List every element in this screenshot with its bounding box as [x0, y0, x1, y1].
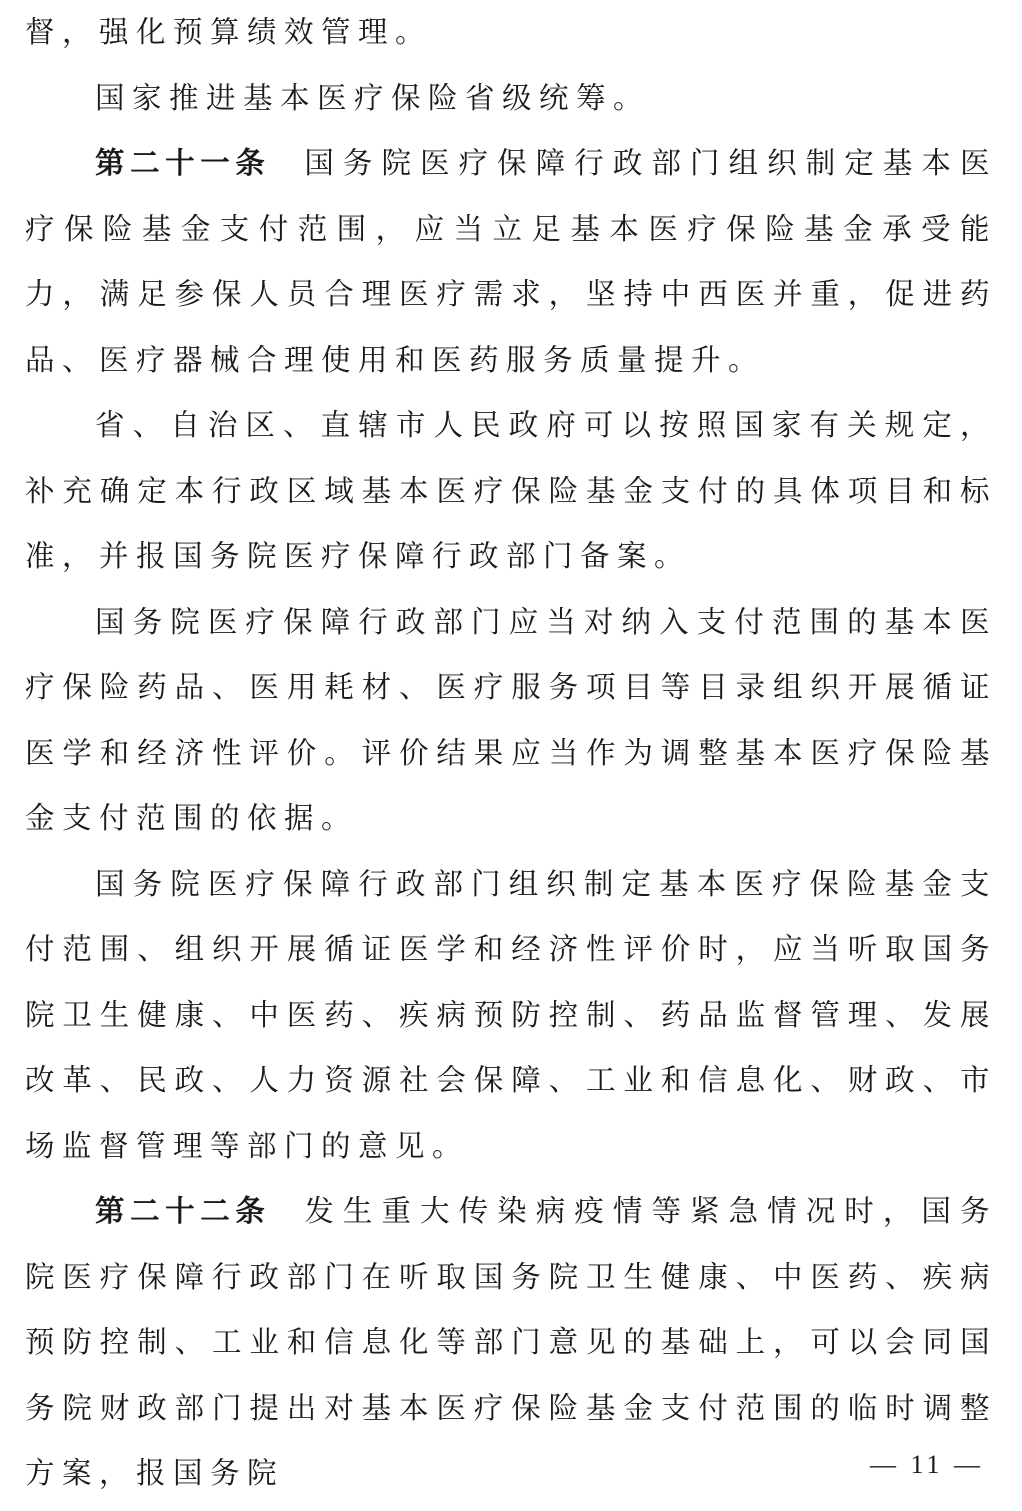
paragraph-text: 省、自治区、直辖市人民政府可以按照国家有关规定，补充确定本行政区域基本医疗保险基金支付的具体项目和标准，并报国务院医疗保障行政部门备案。	[25, 408, 997, 573]
paragraph-text: 国务院医疗保障行政部门组织制定基本医疗保险基金支付范围、组织开展循证医学和经济性评价时，应当听取国务院卫生健康、中医药、疾病预防控制、药品监督管理、发展改革、民政、人力资源社会保障、工业和信息化、财政、市场监督管理等部门的意见。	[25, 866, 997, 1163]
article-number: 第二十二条	[95, 1194, 271, 1228]
document-page	[25, 0, 997, 1507]
article-22-paragraph	[25, 1179, 997, 1507]
paragraph-text: 国务院医疗保障行政部门组织制定基本医疗保险基金支付范围，应当立足基本医疗保险基金承受能力，满足参保人员合理医疗需求，坚持中西医并重，促进药品、医疗器械合理使用和医药服务质量提升。	[25, 146, 997, 377]
paragraph-text: 发生重大传染病疫情等紧急情况时，国务院医疗保障行政部门在听取国务院卫生健康、中医药、疾病预防控制、工业和信息化等部门意见的基础上，可以会同国务院财政部门提出对基本医疗保险基金支付范围的临时调整方案，报国务院	[25, 1194, 997, 1490]
article-21-paragraph	[25, 131, 997, 393]
article-number: 第二十一条	[95, 146, 271, 180]
paragraph-0	[25, 0, 997, 66]
paragraph-text: 督，强化预算绩效管理。	[25, 15, 433, 49]
paragraph-text: 国务院医疗保障行政部门应当对纳入支付范围的基本医疗保险药品、医用耗材、医疗服务项目等目录组织开展循证医学和经济性评价。评价结果应当作为调整基本医疗保险基金支付范围的依据。	[25, 604, 997, 835]
page-number: — 11 —	[869, 1450, 984, 1479]
paragraph-4	[25, 590, 997, 852]
paragraph-1	[25, 66, 997, 132]
paragraph-3	[25, 393, 997, 590]
paragraph-text: 国家推进基本医疗保险省级统筹。	[95, 80, 651, 115]
paragraph-5	[25, 852, 997, 1180]
